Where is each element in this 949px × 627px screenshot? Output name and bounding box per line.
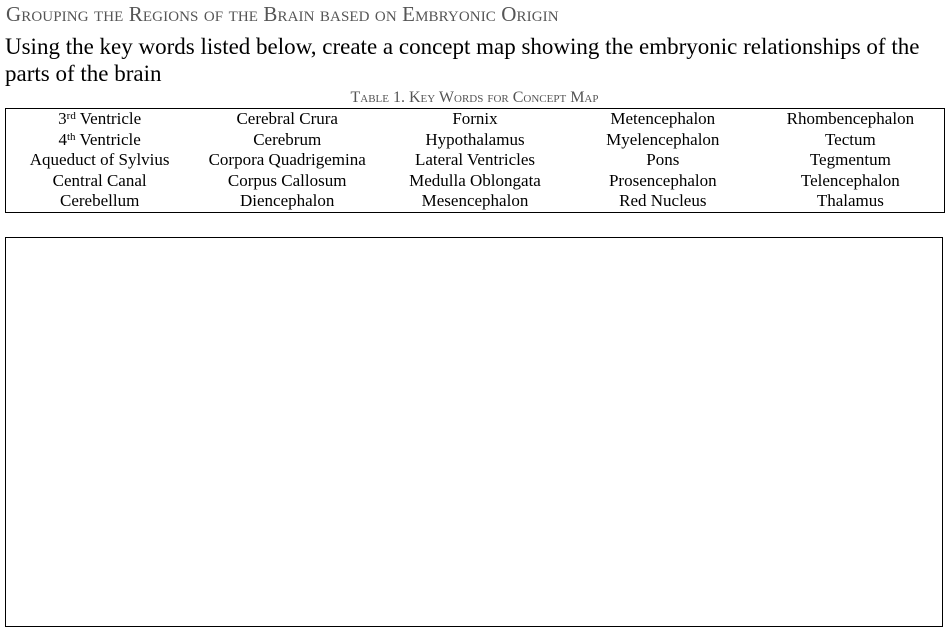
keyword-cell: Central Canal bbox=[52, 170, 147, 190]
concept-map-drawing-area[interactable] bbox=[5, 237, 943, 627]
keyword-cell: Cerebrum bbox=[253, 129, 322, 149]
keyword-cell: Thalamus bbox=[816, 191, 884, 211]
keyword-cell: Cerebral Crura bbox=[236, 109, 338, 128]
keyword-cell: 3rd Ventricle bbox=[58, 109, 142, 128]
table-row bbox=[6, 150, 945, 171]
keyword-cell: Red Nucleus bbox=[619, 191, 707, 211]
keyword-cell: Mesencephalon bbox=[421, 191, 529, 211]
table-row bbox=[6, 191, 945, 212]
keyword-cell: Diencephalon bbox=[239, 191, 335, 211]
keyword-cell: Aqueduct of Sylvius bbox=[29, 150, 170, 170]
table-row bbox=[6, 109, 945, 130]
table-caption: Table 1. Key Words for Concept Map bbox=[350, 89, 599, 106]
keyword-cell: Cerebellum bbox=[59, 191, 140, 211]
keyword-cell: Myelencephalon bbox=[606, 129, 720, 149]
keyword-cell: Fornix bbox=[452, 109, 498, 128]
keyword-cell: Lateral Ventricles bbox=[414, 150, 536, 170]
keywords-table bbox=[5, 108, 945, 213]
keyword-cell: Prosencephalon bbox=[608, 170, 717, 190]
document-heading: Grouping the Regions of the Brain based on Embryonic Origin bbox=[6, 2, 559, 26]
keywords-table-body bbox=[6, 109, 945, 213]
keyword-cell: Medulla Oblongata bbox=[409, 170, 541, 190]
instructions-text: Using the key words listed below, create a concept map showing the embryonic relationships of the parts of the brain bbox=[5, 34, 920, 86]
keyword-cell: Tectum bbox=[824, 129, 876, 149]
keyword-cell: Pons bbox=[646, 150, 680, 170]
keyword-cell: Hypothalamus bbox=[425, 129, 525, 149]
table-row bbox=[6, 171, 945, 192]
keyword-cell: Telencephalon bbox=[800, 170, 900, 190]
keyword-cell: Rhombencephalon bbox=[786, 109, 915, 128]
table-row bbox=[6, 130, 945, 151]
keyword-cell: Corpus Callosum bbox=[227, 170, 347, 190]
keyword-cell: 4th Ventricle bbox=[58, 129, 141, 149]
keyword-cell: Corpora Quadrigemina bbox=[208, 150, 366, 170]
keyword-cell: Tegmentum bbox=[809, 150, 891, 170]
keyword-cell: Metencephalon bbox=[610, 109, 716, 128]
